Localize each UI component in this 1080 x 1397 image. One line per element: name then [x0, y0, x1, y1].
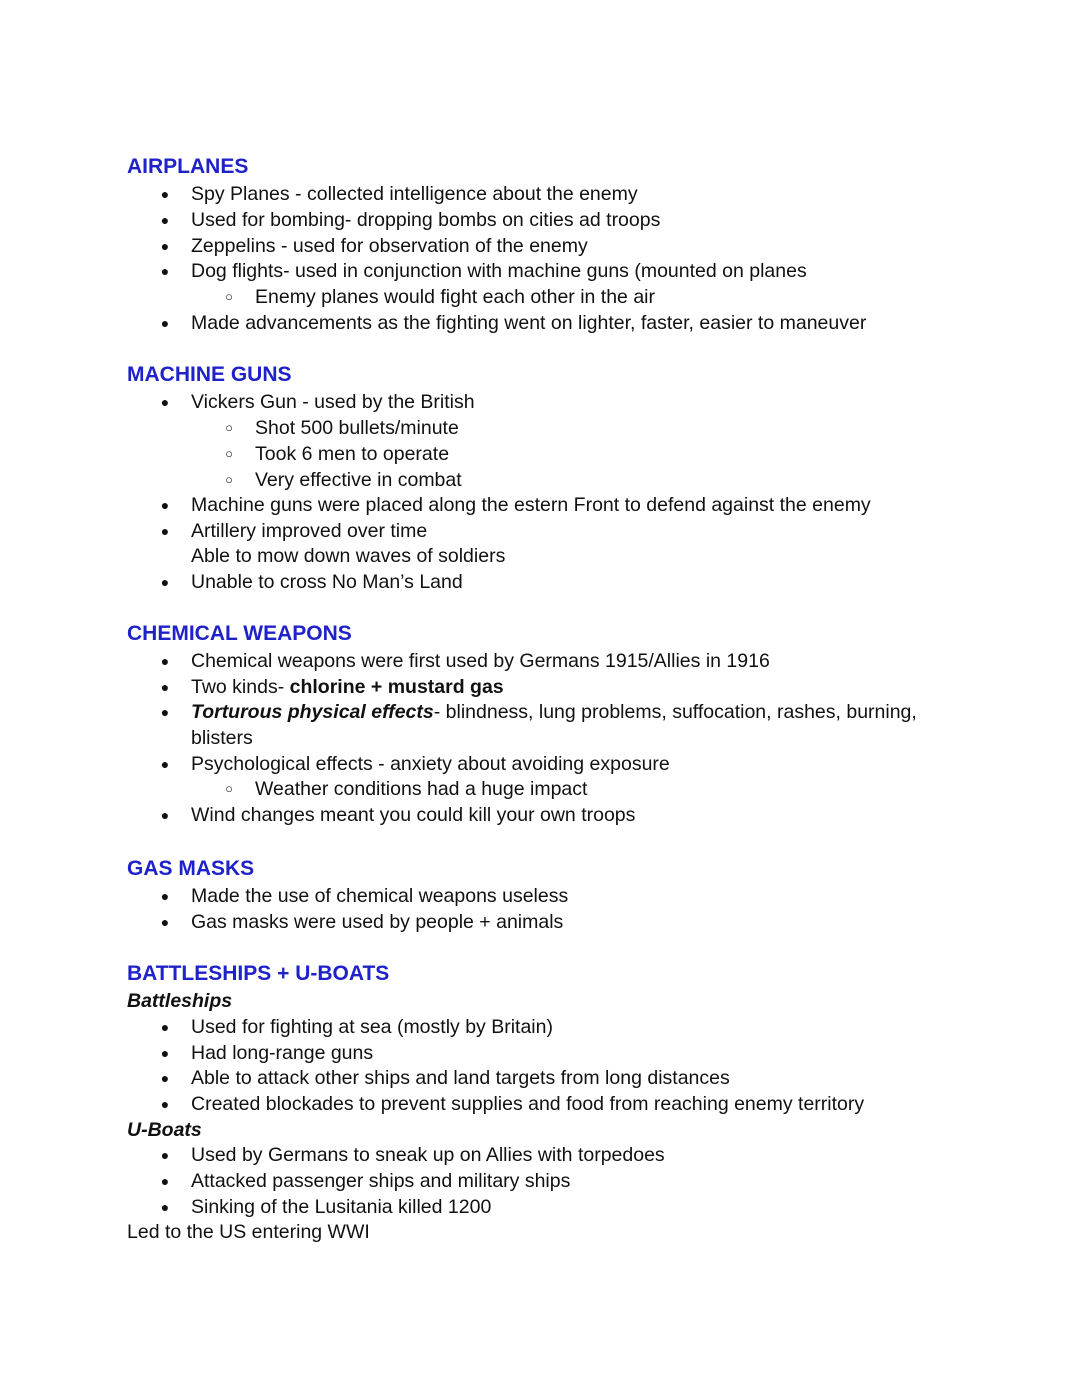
bullet-icon: ●	[160, 1070, 170, 1086]
list-item-text-prefix: Two kinds-	[191, 676, 290, 698]
bullet-icon: ●	[160, 1173, 170, 1189]
list-item-text: Attacked passenger ships and military ships	[191, 1170, 571, 1192]
list-item-text: Machine guns were placed along the estern Front to defend against the enemy	[191, 494, 871, 516]
sub-bullet-icon: ○	[225, 781, 233, 796]
list-item-text: Had long-range guns	[191, 1042, 374, 1064]
list-item-text: Made the use of chemical weapons useless	[191, 885, 569, 907]
bullet-icon: ●	[160, 1147, 170, 1163]
list-item-text: Chemical weapons were first used by Germans 1915/Allies in 1916	[191, 650, 770, 672]
sub-bullet-icon: ○	[225, 420, 233, 435]
list-item-text-bold-italic: Torturous physical effects	[191, 701, 434, 723]
section-heading-machine-guns: MACHINE GUNS	[127, 363, 292, 386]
bullet-icon: ●	[160, 756, 170, 772]
bullet-icon: ●	[160, 888, 170, 904]
section-heading-airplanes: AIRPLANES	[127, 155, 249, 178]
list-item-text	[191, 699, 917, 725]
list-item-text-bold: chlorine + mustard gas	[289, 676, 504, 698]
list-item-text	[191, 674, 504, 700]
bullet-icon: ●	[160, 315, 170, 331]
list-item-text: Created blockades to prevent supplies and food from reaching enemy territory	[191, 1093, 865, 1115]
section-heading-chemical-weapons: CHEMICAL WEAPONS	[127, 622, 352, 645]
bullet-icon: ●	[160, 186, 170, 202]
list-item-text: blisters	[191, 727, 253, 749]
bullet-icon: ●	[160, 653, 170, 669]
section-heading-gas-masks: GAS MASKS	[127, 857, 255, 880]
section-heading-battleships-uboats: BATTLESHIPS + U-BOATS	[127, 962, 390, 985]
list-item-text: Psychological effects - anxiety about avoiding exposure	[191, 753, 670, 775]
bullet-icon: ●	[160, 1199, 170, 1215]
bullet-icon: ●	[160, 263, 170, 279]
list-item-text: Used by Germans to sneak up on Allies with torpedoes	[191, 1144, 665, 1166]
bullet-icon: ●	[160, 807, 170, 823]
list-item-text: Able to attack other ships and land targets from long distances	[191, 1067, 730, 1089]
list-item-text: Artillery improved over time	[191, 520, 428, 542]
list-item-text: Dog flights- used in conjunction with machine guns (mounted on planes	[191, 260, 807, 282]
list-item-text: Gas masks were used by people + animals	[191, 911, 564, 933]
subheading-battleships: Battleships	[127, 990, 233, 1012]
list-item-text: Able to mow down waves of soldiers	[191, 545, 506, 567]
list-item-text: Zeppelins - used for observation of the enemy	[191, 235, 588, 257]
list-item-text: Spy Planes - collected intelligence about the enemy	[191, 183, 638, 205]
sub-list-item-text: Enemy planes would fight each other in the air	[255, 286, 655, 308]
sub-list-item-text: Shot 500 bullets/minute	[255, 417, 459, 439]
bullet-icon: ●	[160, 574, 170, 590]
list-item-text: Used for bombing- dropping bombs on cities ad troops	[191, 209, 661, 231]
bullet-icon: ●	[160, 679, 170, 695]
sub-bullet-icon: ○	[225, 289, 233, 304]
bullet-icon: ●	[160, 1019, 170, 1035]
sub-bullet-icon: ○	[225, 446, 233, 461]
sub-list-item-text: Very effective in combat	[255, 469, 462, 491]
subheading-uboats: U-Boats	[127, 1119, 202, 1141]
list-item-text: Wind changes meant you could kill your own troops	[191, 804, 636, 826]
list-item-text: Used for fighting at sea (mostly by Britain)	[191, 1016, 553, 1038]
closing-line: Led to the US entering WWI	[127, 1221, 370, 1243]
list-item-text: Sinking of the Lusitania killed 1200	[191, 1196, 492, 1218]
bullet-icon: ●	[160, 394, 170, 410]
list-item-text-rest: - blindness, lung problems, suffocation, rashes, burning,	[433, 701, 917, 723]
bullet-icon: ●	[160, 212, 170, 228]
bullet-icon: ●	[160, 523, 170, 539]
bullet-icon: ●	[160, 1045, 170, 1061]
sub-list-item-text: Took 6 men to operate	[255, 443, 450, 465]
bullet-icon: ●	[160, 497, 170, 513]
bullet-icon: ●	[160, 238, 170, 254]
bullet-icon: ●	[160, 1096, 170, 1112]
list-item-text: Vickers Gun - used by the British	[191, 391, 475, 413]
sub-bullet-icon: ○	[225, 472, 233, 487]
list-item-text: Made advancements as the fighting went on lighter, faster, easier to maneuver	[191, 312, 867, 334]
list-item-text: Unable to cross No Man’s Land	[191, 571, 463, 593]
sub-list-item-text: Weather conditions had a huge impact	[255, 778, 588, 800]
bullet-icon: ●	[160, 914, 170, 930]
bullet-icon: ●	[160, 704, 170, 720]
